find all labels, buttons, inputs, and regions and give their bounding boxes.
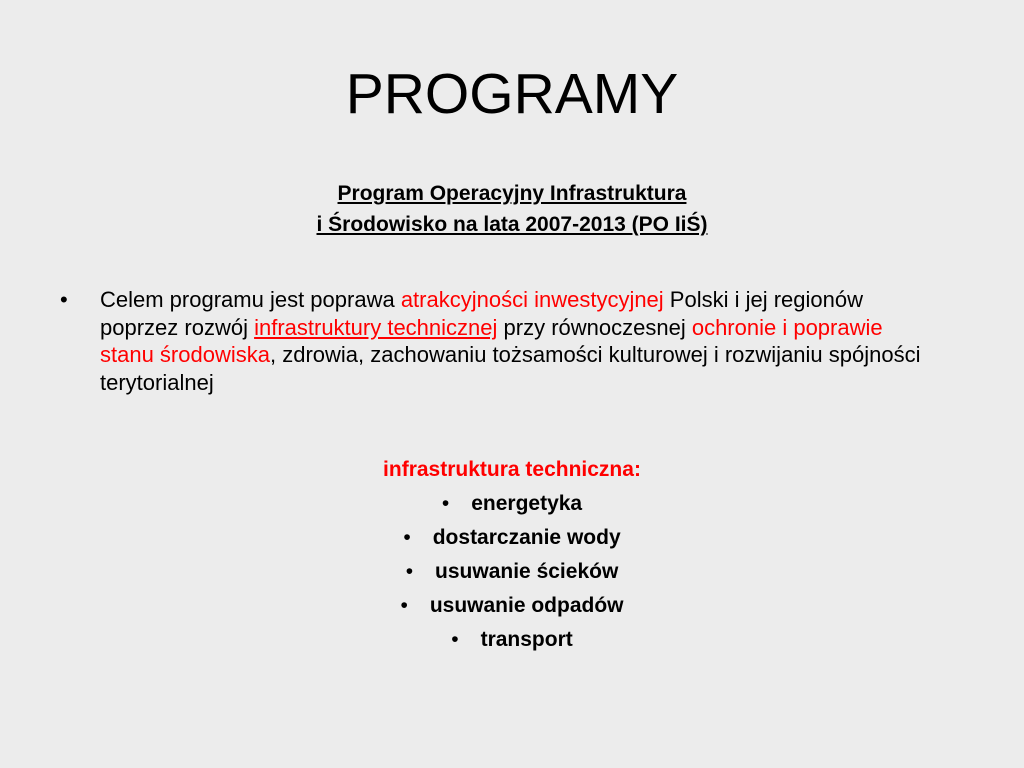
subtitle-line-1: Program Operacyjny Infrastruktura (337, 182, 687, 205)
bullet-icon: • (400, 594, 408, 617)
bullet-icon: • (403, 526, 411, 549)
list-item-label: usuwanie odpadów (429, 594, 624, 617)
list-item (0, 487, 1024, 521)
slide-subtitle (0, 178, 1024, 240)
main-bullet-part-3: przy równoczesnej (497, 314, 692, 340)
subtitle-line-2: i Środowisko na lata 2007-2013 (PO IiŚ) (316, 213, 708, 236)
main-bullet-part-1: Celem programu jest poprawa (100, 287, 401, 312)
bullet-icon: • (405, 560, 414, 583)
list-item (0, 521, 1024, 555)
main-bullet-point (60, 286, 940, 396)
infrastructure-list (0, 487, 1024, 657)
highlight-environment-protection: ochronie i poprawie stanu środowiska (100, 314, 883, 367)
list-item (0, 589, 1024, 623)
bullet-icon: • (451, 628, 459, 651)
bullet-icon: • (60, 287, 68, 312)
list-item-label: energetyka (471, 492, 583, 515)
main-bullet-part-4: , zdrowia, zachowaniu tożsamości kulturowej i rozwijaniu spójności terytorialnej (100, 342, 921, 395)
slide-title: PROGRAMY (345, 62, 679, 126)
infrastructure-heading: infrastruktura techniczna: (383, 458, 641, 481)
main-bullet-text (100, 286, 940, 396)
list-item-label: dostarczanie wody (432, 526, 621, 549)
list-item-label: usuwanie ścieków (435, 560, 619, 583)
list-item (0, 555, 1024, 589)
highlight-investment-attractiveness: atrakcyjności inwestycyjnej (400, 287, 664, 312)
highlight-technical-infrastructure: infrastruktury technicznej (254, 314, 498, 340)
main-bullet-part-2: Polski i jej regionów poprzez rozwój (100, 287, 863, 340)
bullet-icon: • (441, 492, 450, 515)
list-item-label: transport (480, 628, 573, 651)
list-item (0, 623, 1024, 657)
